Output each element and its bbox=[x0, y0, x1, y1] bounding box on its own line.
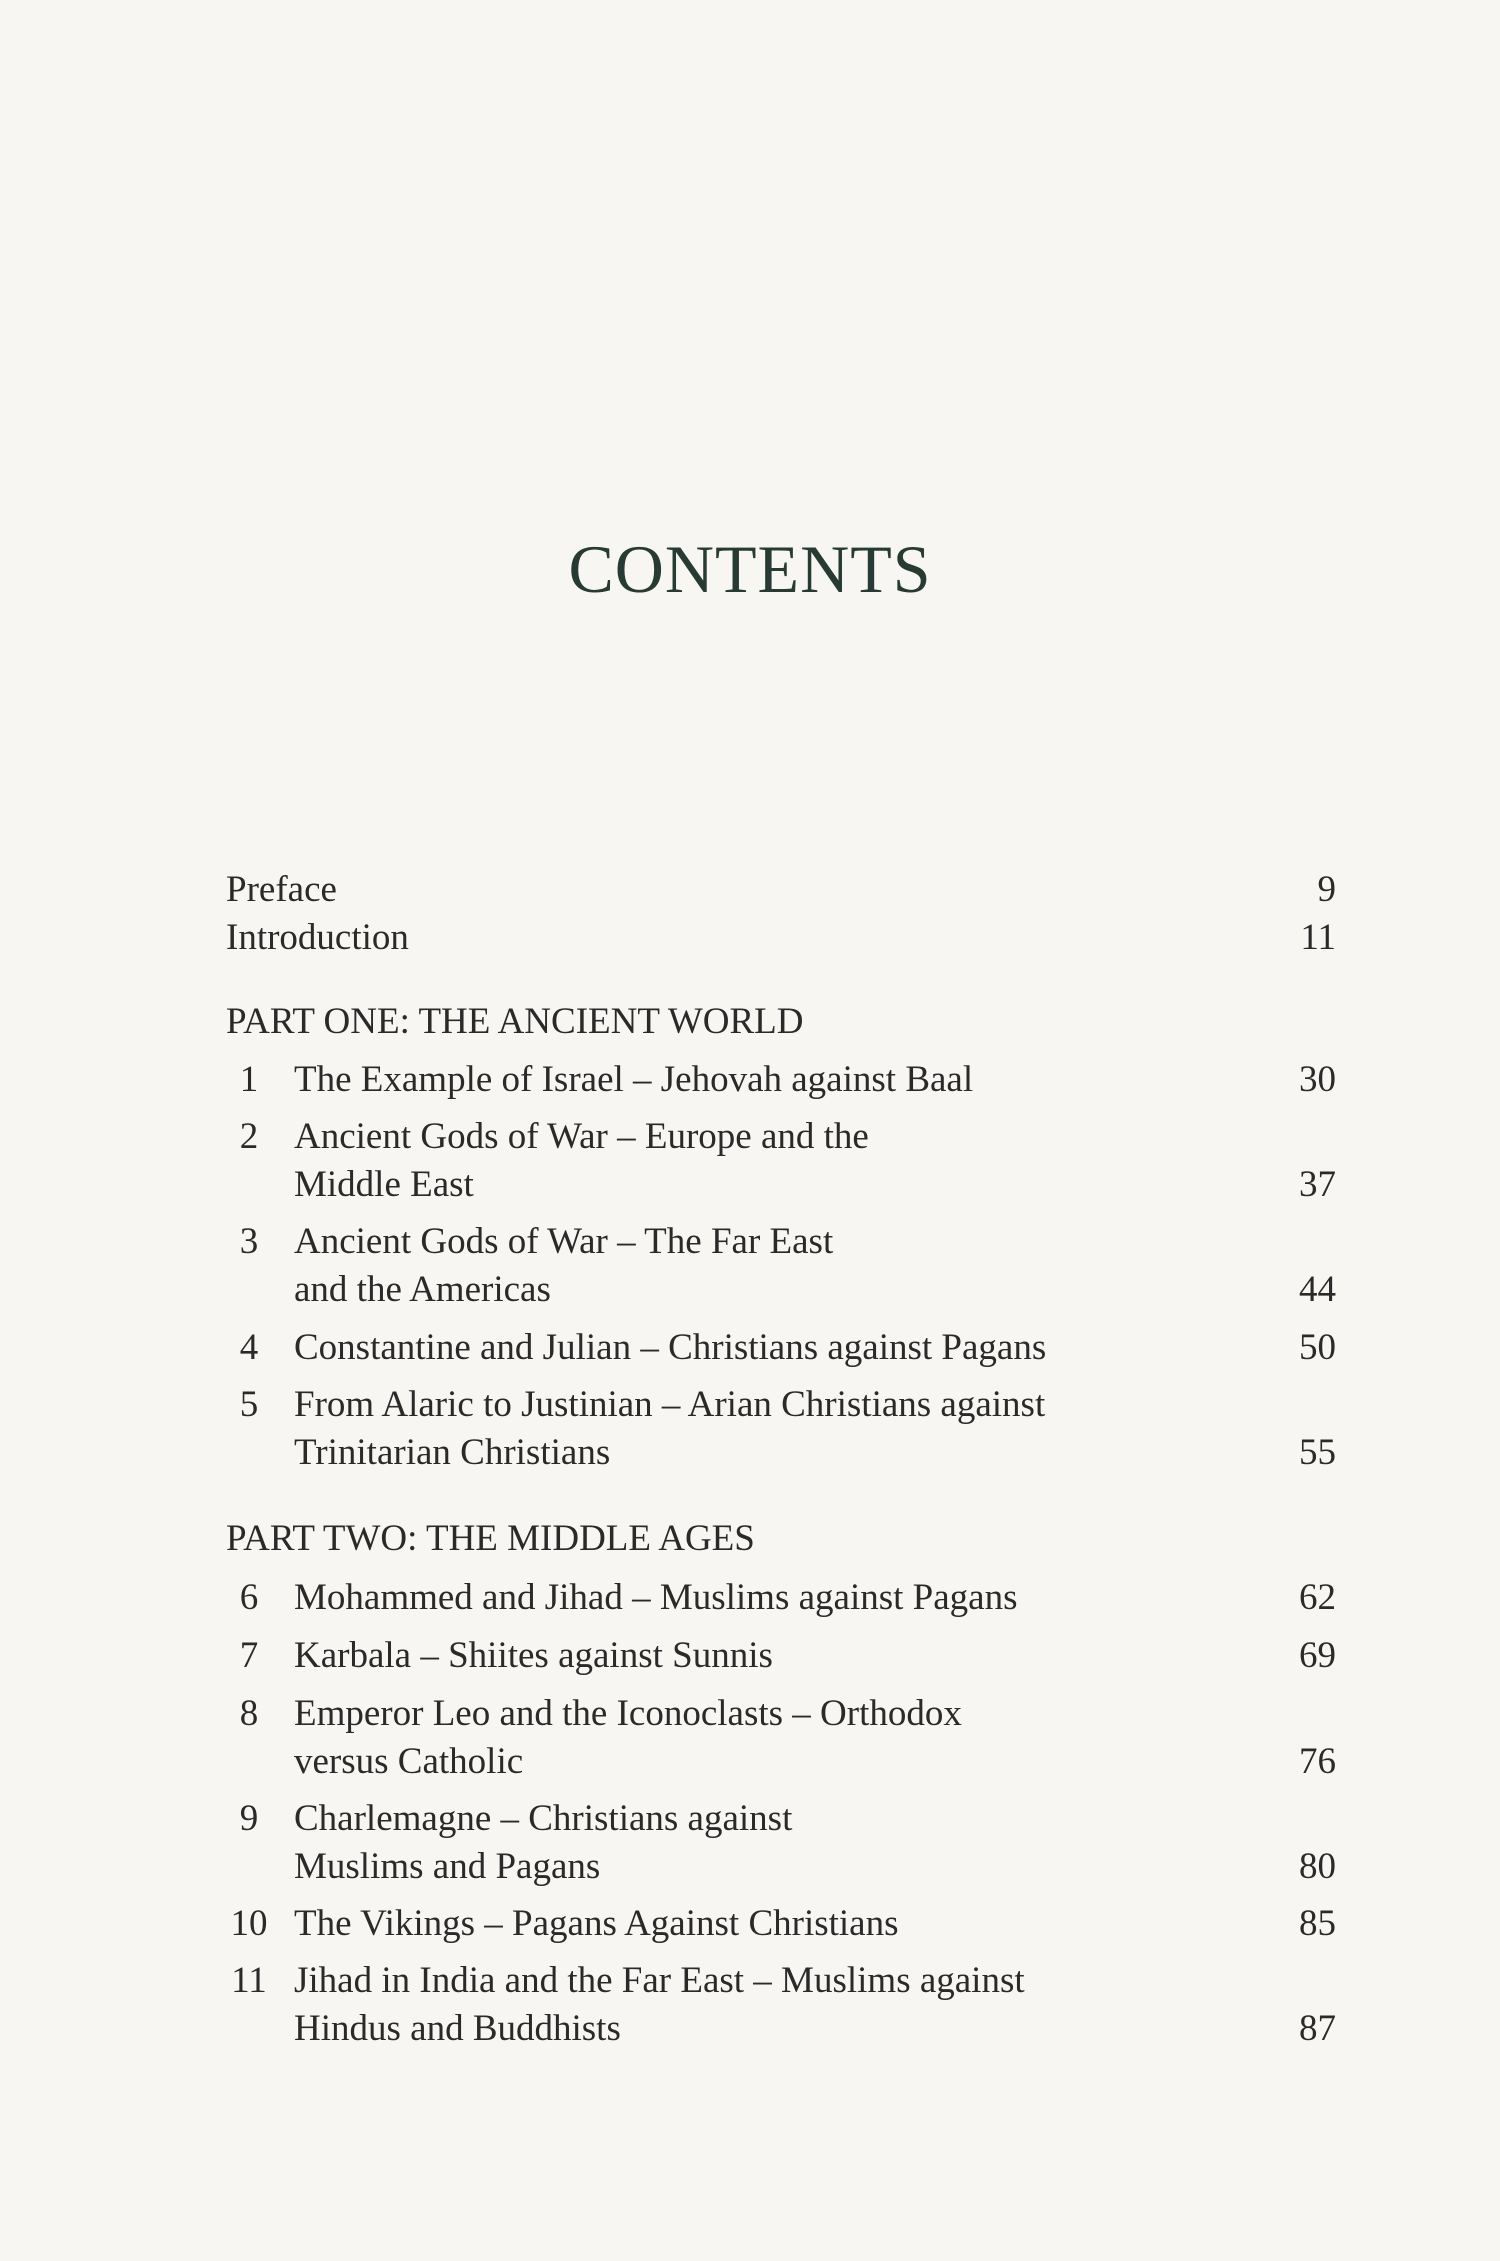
entry-page: 9 bbox=[1317, 869, 1336, 910]
entry-page: 69 bbox=[1299, 1635, 1336, 1676]
entry-label: Introduction bbox=[226, 917, 409, 958]
toc-entry-chapter[interactable] bbox=[226, 1795, 1336, 1891]
entry-page: 44 bbox=[1299, 1269, 1336, 1310]
chapter-number: 10 bbox=[230, 1903, 268, 1944]
chapter-title-continued: versus Catholic bbox=[294, 1741, 524, 1782]
toc-entry-chapter[interactable] bbox=[226, 1690, 1336, 1786]
chapter-title-continued: and the Americas bbox=[294, 1269, 551, 1310]
chapter-title: The Vikings – Pagans Against Christians bbox=[294, 1903, 899, 1944]
entry-label: Preface bbox=[226, 869, 337, 910]
chapter-title: Charlemagne – Christians against bbox=[294, 1798, 793, 1839]
toc-entry-chapter[interactable] bbox=[226, 1957, 1336, 2053]
chapter-title: Jihad in India and the Far East – Muslims against bbox=[294, 1960, 1025, 2001]
chapter-number: 5 bbox=[239, 1384, 259, 1425]
entry-page: 50 bbox=[1299, 1327, 1336, 1368]
entry-page: 11 bbox=[1300, 917, 1336, 958]
chapter-title-continued: Hindus and Buddhists bbox=[294, 2008, 621, 2049]
chapter-title: From Alaric to Justinian – Arian Christians against bbox=[294, 1384, 1046, 1425]
chapter-number: 8 bbox=[239, 1693, 259, 1734]
chapter-title: Emperor Leo and the Iconoclasts – Orthodox bbox=[294, 1693, 962, 1734]
toc-entry-chapter[interactable] bbox=[226, 1113, 1336, 1209]
chapter-title-continued: Trinitarian Christians bbox=[294, 1432, 611, 1473]
chapter-title: Constantine and Julian – Christians against Pagans bbox=[294, 1327, 1047, 1368]
entry-page: 55 bbox=[1299, 1432, 1336, 1473]
toc-entry-chapter[interactable] bbox=[226, 1381, 1336, 1477]
chapter-title-continued: Muslims and Pagans bbox=[294, 1846, 601, 1887]
entry-page: 85 bbox=[1299, 1903, 1336, 1944]
chapter-title: Karbala – Shiites against Sunnis bbox=[294, 1635, 773, 1676]
page-title: CONTENTS bbox=[568, 531, 932, 607]
chapter-title: Ancient Gods of War – The Far East bbox=[294, 1221, 834, 1262]
part-heading: PART TWO: THE MIDDLE AGES bbox=[226, 1518, 755, 1559]
chapter-number: 1 bbox=[239, 1059, 259, 1100]
chapter-title: The Example of Israel – Jehovah against Baal bbox=[294, 1059, 974, 1100]
chapter-number: 3 bbox=[239, 1221, 259, 1262]
chapter-title: Mohammed and Jihad – Muslims against Pagans bbox=[294, 1577, 1018, 1618]
chapter-number: 9 bbox=[239, 1798, 259, 1839]
entry-page: 30 bbox=[1299, 1059, 1336, 1100]
chapter-number: 11 bbox=[231, 1960, 267, 2001]
chapter-number: 6 bbox=[239, 1577, 259, 1618]
entry-page: 62 bbox=[1299, 1577, 1336, 1618]
chapter-title: Ancient Gods of War – Europe and the bbox=[294, 1116, 869, 1157]
chapter-number: 7 bbox=[239, 1635, 259, 1676]
entry-page: 87 bbox=[1299, 2008, 1336, 2049]
toc-entry-chapter[interactable] bbox=[226, 1218, 1336, 1314]
chapter-number: 4 bbox=[239, 1327, 259, 1368]
chapter-number: 2 bbox=[239, 1116, 259, 1157]
entry-page: 37 bbox=[1299, 1164, 1336, 1205]
entry-page: 76 bbox=[1299, 1741, 1336, 1782]
chapter-title-continued: Middle East bbox=[294, 1164, 474, 1205]
entry-page: 80 bbox=[1299, 1846, 1336, 1887]
part-heading: PART ONE: THE ANCIENT WORLD bbox=[226, 1001, 804, 1042]
